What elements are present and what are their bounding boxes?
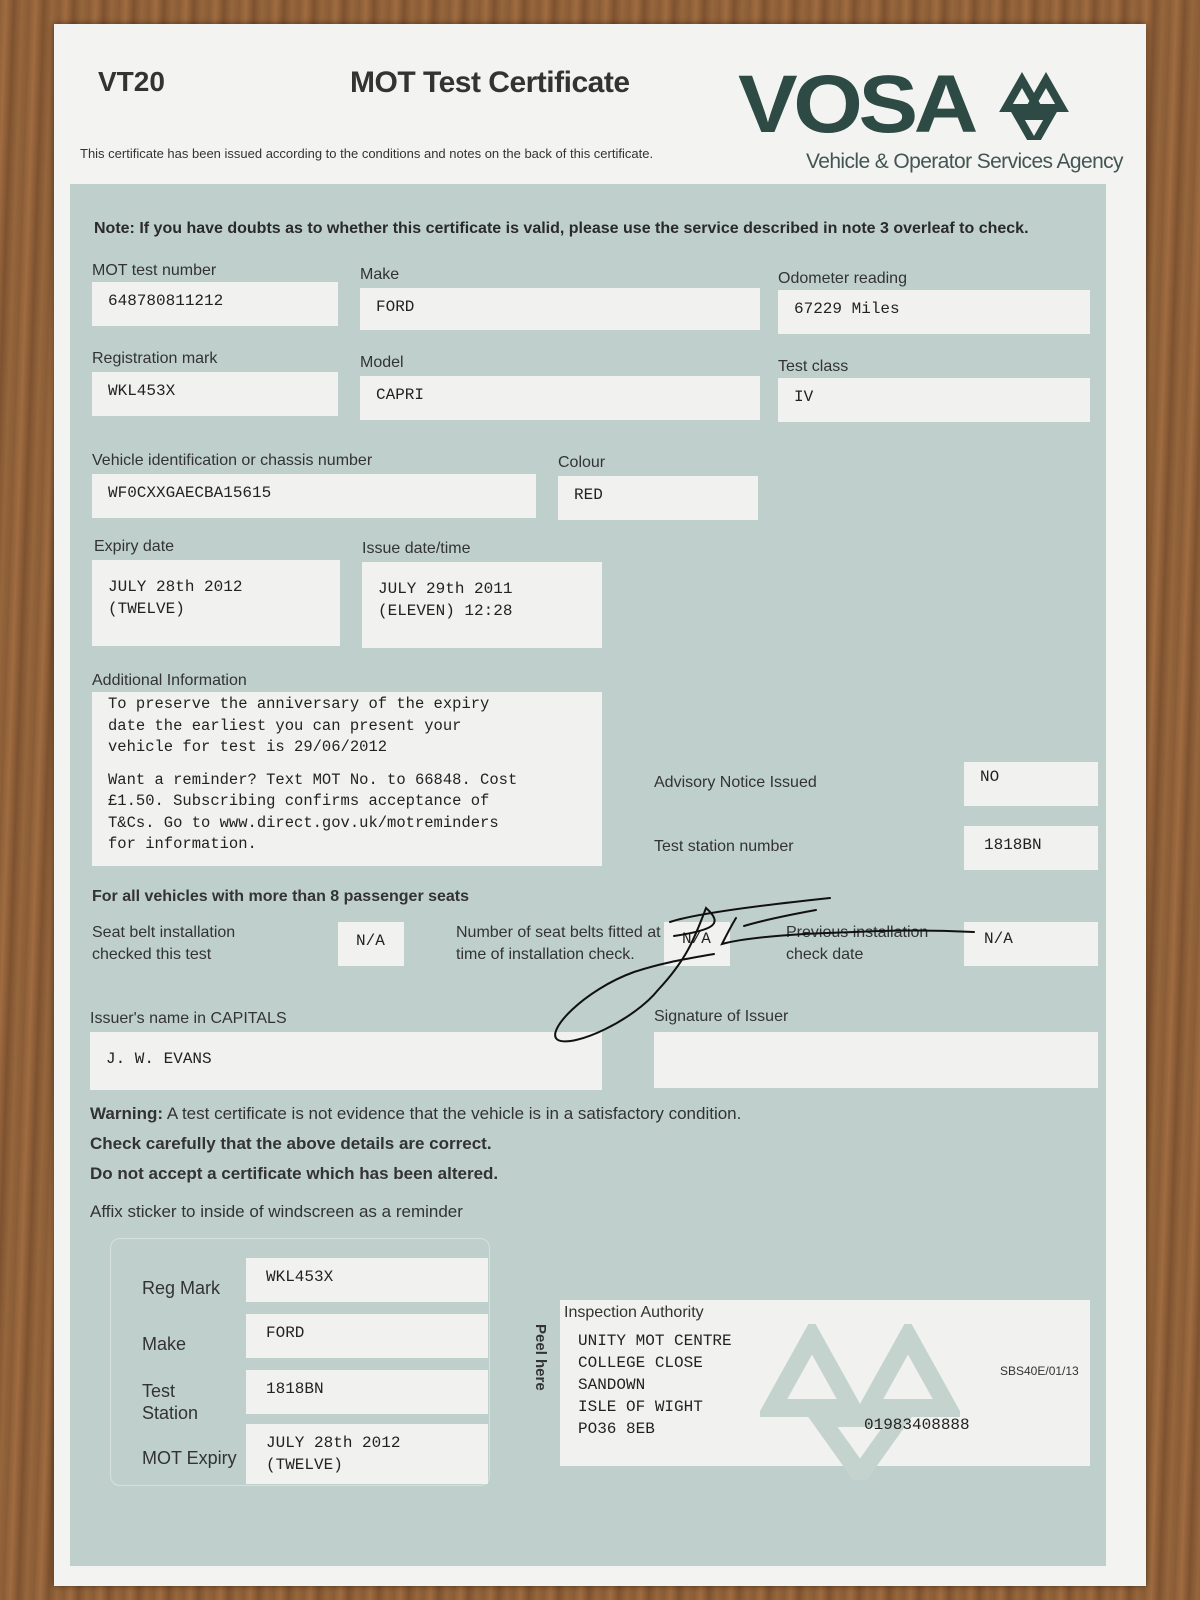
sticker-reg-label: Reg Mark (142, 1278, 221, 1298)
check-details-text: Check carefully that the above details are correct. (90, 1134, 492, 1153)
issue-date-field: JULY 29th 2011 (ELEVEN) 12:28 (362, 562, 602, 648)
colour-label: Colour (558, 454, 606, 471)
issuer-name-label: Issuer's name in CAPITALS (90, 1010, 287, 1027)
issuer-name-field: J. W. EVANS (90, 1032, 602, 1090)
model-field: CAPRI (360, 376, 760, 420)
test-class-field: IV (778, 378, 1090, 422)
previous-check-label: Previous installation check date (786, 924, 929, 963)
issue-date-label: Issue date/time (362, 540, 471, 557)
sticker-expiry-label: MOT Expiry (142, 1448, 237, 1468)
issued-text: This certificate has been issued according to the conditions and notes on the back of this certificate. (80, 146, 654, 161)
model-label: Model (360, 354, 404, 371)
additional-info-field (92, 692, 602, 866)
seat-belts-fitted-label: Number of seat belts fitted at time of installation check. (456, 924, 661, 963)
expiry-date-label: Expiry date (94, 538, 175, 555)
advisory-label: Advisory Notice Issued (654, 774, 817, 791)
test-station-label: Test station number (654, 838, 794, 855)
reminder-text: Want a reminder? Text MOT No. to 66848. Cost £1.50. Subscribing confirms acceptance of T&Cs. Go to www.direct.gov.uk/motreminders for information. (108, 770, 518, 853)
additional-info-label: Additional Information (92, 672, 247, 689)
signature-label: Signature of Issuer (654, 1008, 789, 1025)
expiry-date-field: JULY 28th 2012 (TWELVE) (92, 560, 340, 646)
warning-text: A test certificate is not evidence that the vehicle is in a satisfactory condition. (166, 1104, 742, 1123)
mot-triangle-icon (1006, 80, 1062, 140)
sticker-reg-field: WKL453X (246, 1258, 488, 1302)
mot-test-number-label: MOT test number (92, 262, 217, 279)
seat-belt-check-field: N/A (338, 922, 404, 966)
warning-line (90, 1104, 741, 1124)
warning-label: Warning: (90, 1104, 164, 1123)
issuer-signature (554, 880, 994, 1050)
form-reference: SBS40E/01/13 (1000, 1364, 1079, 1378)
make-field: FORD (360, 288, 760, 330)
affix-sticker-text: Affix sticker to inside of windscreen as a reminder (90, 1202, 463, 1221)
anniversary-text: To preserve the anniversary of the expiry date the earliest you can present your vehicle for test is 29/06/2012 (108, 695, 490, 756)
passenger-seats-heading: For all vehicles with more than 8 passenger seats (92, 888, 470, 905)
odometer-label: Odometer reading (778, 270, 907, 287)
previous-check-field: N/A (964, 922, 1098, 966)
registration-label: Registration mark (92, 350, 218, 367)
registration-field: WKL453X (92, 372, 338, 416)
odometer-field: 67229 Miles (778, 290, 1090, 334)
seat-belt-check-label: Seat belt installation checked this test (92, 924, 236, 963)
advisory-field: NO (964, 762, 1098, 806)
certificate-panel (70, 184, 1106, 1566)
peel-here-label: Peel here (532, 1324, 549, 1391)
test-station-field: 1818BN (964, 826, 1098, 870)
vosa-logo-text: VOSA (738, 68, 978, 140)
altered-warning-text: Do not accept a certificate which has been altered. (90, 1164, 499, 1183)
mot-test-number-field: 648780811212 (92, 282, 338, 326)
test-class-label: Test class (778, 358, 849, 375)
agency-name: Vehicle & Operator Services Agency (806, 150, 1123, 173)
inspection-authority-label: Inspection Authority (564, 1304, 704, 1321)
form-code: VT20 (98, 66, 165, 97)
sticker-expiry-field: JULY 28th 2012 (TWELVE) (246, 1424, 488, 1484)
inspection-phone: 01983408888 (864, 1416, 970, 1434)
certificate-paper (54, 24, 1146, 1586)
vin-field: WF0CXXGAECBA15615 (92, 474, 536, 518)
colour-field: RED (558, 476, 758, 520)
validity-note: Note: If you have doubts as to whether this certificate is valid, please use the service described in note 3 overleaf to check. (94, 220, 1029, 237)
make-label: Make (360, 266, 400, 283)
seat-belts-fitted-field: N/A (664, 922, 730, 966)
vin-label: Vehicle identification or chassis number (92, 452, 373, 469)
inspection-address: UNITY MOT CENTRE COLLEGE CLOSE SANDOWN ISLE OF WIGHT PO36 8EB (578, 1332, 732, 1438)
vosa-logo (738, 68, 1078, 140)
sticker-station-field: 1818BN (246, 1370, 488, 1414)
certificate-title: MOT Test Certificate (350, 66, 630, 99)
sticker-station-label: Test Station (142, 1381, 199, 1423)
sticker-make-label: Make (142, 1334, 187, 1354)
sticker-make-field: FORD (246, 1314, 488, 1358)
